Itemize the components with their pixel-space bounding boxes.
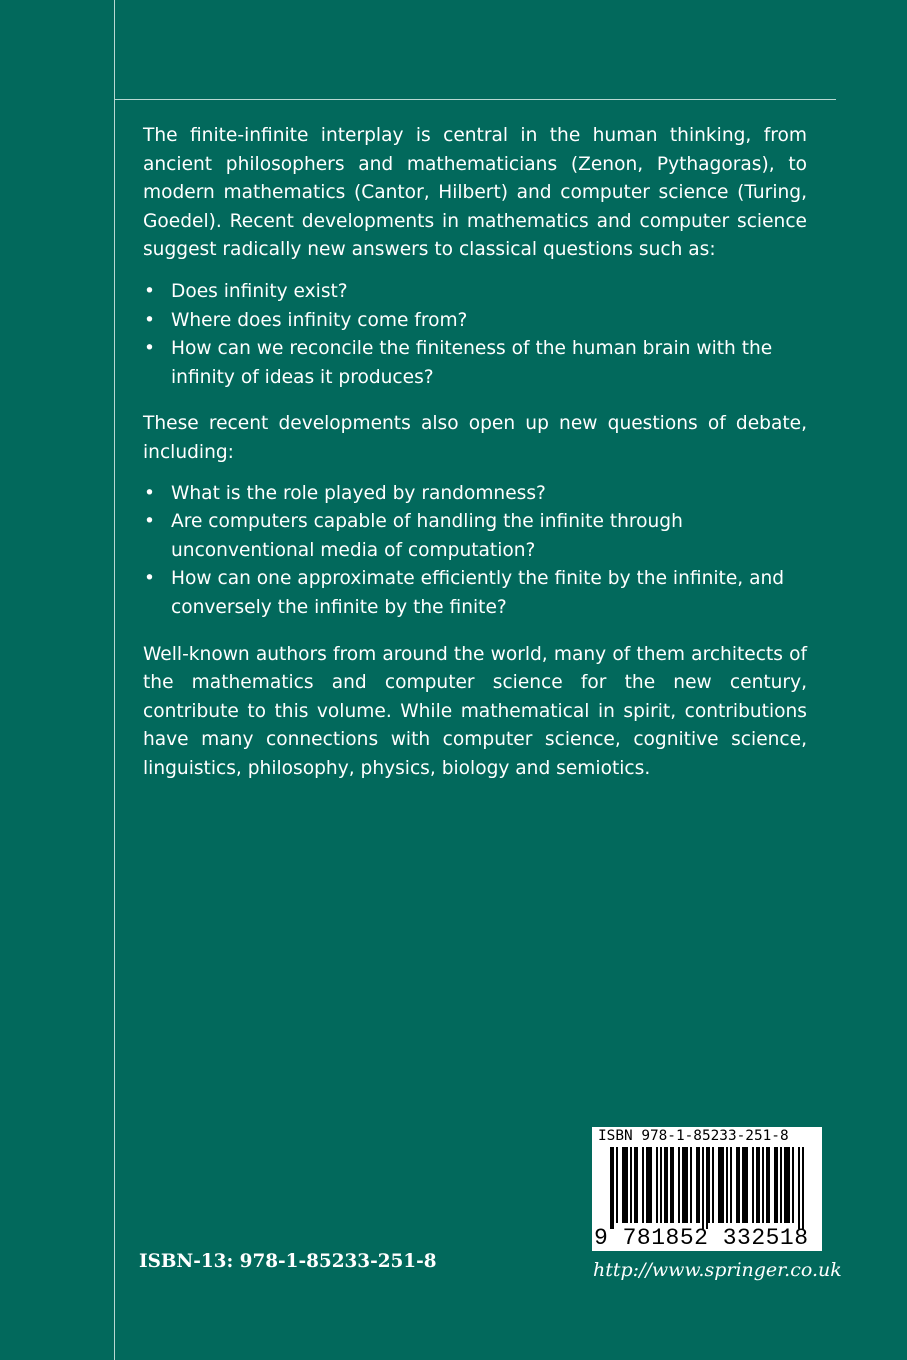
barcode-bar	[650, 1147, 652, 1223]
barcode-bar	[712, 1147, 714, 1223]
barcode-bar	[776, 1147, 778, 1223]
barcode-bar	[788, 1147, 790, 1223]
barcode-bar	[646, 1147, 648, 1223]
list-item: • How can we reconcile the finiteness of the human brain with the infinity of ideas it produces?	[143, 335, 807, 392]
vertical-rule	[114, 0, 115, 1360]
barcode-bar	[660, 1147, 662, 1223]
publisher-url[interactable]: http://www.springer.co.uk	[593, 1259, 842, 1281]
barcode-bar	[762, 1147, 764, 1223]
bullet-icon: •	[144, 309, 155, 331]
barcode-bar	[802, 1147, 804, 1229]
barcode-bar	[666, 1147, 668, 1223]
barcode-bar	[780, 1147, 782, 1223]
barcode-bar	[670, 1147, 672, 1223]
barcode-bar	[686, 1147, 688, 1223]
barcode-bar	[768, 1147, 770, 1223]
barcode-bar	[726, 1147, 728, 1223]
barcode-bar	[702, 1147, 704, 1229]
barcode-bar	[684, 1147, 686, 1223]
barcode-bar	[730, 1147, 732, 1223]
barcode-bar	[682, 1147, 684, 1223]
horizontal-rule	[114, 99, 836, 100]
barcode-bar	[756, 1147, 758, 1223]
barcode-bar	[742, 1147, 744, 1223]
questions-list-2	[143, 480, 807, 623]
blurb	[143, 122, 807, 783]
list-item: • Does infinity exist?	[143, 278, 807, 307]
barcode-bar	[678, 1147, 680, 1223]
barcode-bar	[610, 1147, 612, 1229]
barcode-digits: 9 781852 332518	[594, 1225, 809, 1251]
bullet-icon: •	[144, 280, 155, 302]
barcode-bar	[718, 1147, 720, 1223]
barcode-bar	[758, 1147, 760, 1223]
list-item: • Where does infinity come from?	[143, 307, 807, 336]
bullet-icon: •	[144, 568, 155, 590]
barcode-bar	[746, 1147, 748, 1223]
barcode-bar	[648, 1147, 650, 1223]
barcode-bar	[736, 1147, 738, 1223]
barcode-bar	[626, 1147, 628, 1223]
barcode-bar	[708, 1147, 710, 1223]
barcode-bar	[664, 1147, 666, 1223]
list-item: • How can one approximate efficiently the finite by the infinite, and conversely the infinite by the finite?	[143, 565, 807, 622]
barcode-bar	[656, 1147, 658, 1223]
intro-paragraph: The finite-infinite interplay is central in the human thinking, from ancient philosophers and mathematicians (Zenon, Pythagoras), to modern mathematics (Cantor, Hilbert) and computer science (Turing, Goedel). Recent developments in mathematics and computer science suggest radically new answers to classical questions such as:	[143, 125, 807, 261]
barcode-bar	[738, 1147, 740, 1223]
questions-list-1	[143, 278, 807, 392]
barcode-bar	[630, 1147, 632, 1223]
barcode-bar	[616, 1147, 618, 1223]
barcode-bar	[634, 1147, 636, 1223]
barcode-bar	[698, 1147, 700, 1223]
barcode-bar	[784, 1147, 786, 1223]
bullet-icon: •	[144, 511, 155, 533]
developments-paragraph: These recent developments also open up new questions of debate, including:	[143, 413, 807, 463]
bullet-icon: •	[144, 482, 155, 504]
barcode-bar	[798, 1147, 800, 1229]
barcode-bar	[624, 1147, 626, 1223]
barcode-bar	[744, 1147, 746, 1223]
list-item: • What is the role played by randomness?	[143, 480, 807, 509]
barcode-bar	[792, 1147, 794, 1223]
barcode-bar	[690, 1147, 692, 1223]
barcode-bar	[642, 1147, 644, 1223]
authors-paragraph: Well-known authors from around the world, many of them architects of the mathematics and computer science for the new century, contribute to this volume. While mathematical in spirit, contributions have many connections with computer science, cognitive science, linguistics, philosophy, physics, biology and semiotics.	[143, 643, 807, 779]
bullet-icon: •	[144, 338, 155, 360]
barcode-bar	[612, 1147, 614, 1229]
barcode-bar	[752, 1147, 754, 1223]
barcode-bar	[720, 1147, 722, 1223]
barcode-bar	[766, 1147, 768, 1223]
barcode-bar	[696, 1147, 698, 1223]
barcode-bar	[672, 1147, 674, 1223]
barcode-bar	[786, 1147, 788, 1223]
barcode	[592, 1127, 822, 1251]
barcode-bar	[622, 1147, 624, 1223]
barcode-bar	[722, 1147, 724, 1223]
isbn-label: ISBN-13: 978-1-85233-251-8	[139, 1251, 437, 1272]
barcode-isbn-text: ISBN 978-1-85233-251-8	[598, 1128, 789, 1144]
barcode-bar	[706, 1147, 708, 1229]
list-item: • Are computers capable of handling the infinite through unconventional media of computation?	[143, 508, 807, 565]
barcode-bar	[636, 1147, 638, 1223]
barcode-bar	[774, 1147, 776, 1223]
